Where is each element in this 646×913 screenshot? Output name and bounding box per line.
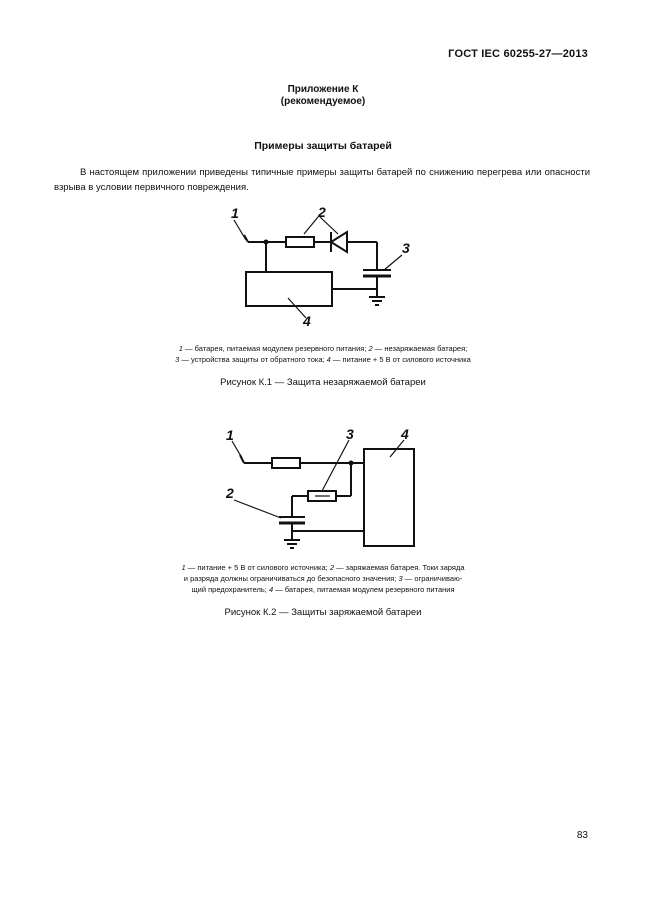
legend-text: и разряда должны ограничиваться до безопасного значения; [183, 574, 399, 583]
legend-text: — батарея, питаемая модулем резервного питания [273, 585, 455, 594]
fig2-leader-4 [390, 440, 404, 457]
legend-num: 4 [268, 585, 274, 594]
legend-line [120, 584, 526, 595]
figure-1-legend [100, 343, 546, 365]
fig1-leader-4 [288, 298, 306, 318]
fig2-input-terminal [240, 455, 244, 463]
fig1-leader-1 [234, 220, 246, 240]
figure-2-legend [120, 562, 526, 595]
fig2-resistor [272, 458, 300, 468]
figure-1-caption: Рисунок К.1 — Защита незаряжаемой батареи [220, 377, 426, 388]
fig1-label-2: 2 [318, 204, 326, 220]
legend-text: — ограничиваю- [402, 574, 463, 583]
legend-line [100, 354, 546, 365]
page-number: 83 [576, 830, 588, 841]
legend-text: — устройства защиты от обратного тока; [179, 355, 327, 364]
fig2-label-2: 2 [226, 485, 234, 501]
appendix-title: Приложение К [287, 84, 359, 95]
legend-text: — батарея, питаемая модулем резервного питания; [182, 344, 369, 353]
fig1-power-module-box [246, 272, 332, 306]
legend-num: 4 [326, 355, 331, 364]
fig1-leader-3 [384, 255, 402, 270]
fig2-junction [349, 461, 354, 466]
legend-num: 2 [329, 563, 334, 572]
legend-line [100, 343, 546, 354]
legend-line [120, 562, 526, 573]
intro-paragraph: В настоящем приложении приведены типичные примеры защиты батарей по снижению перегрева или опасности взрыва в условии первичного повреждения. [54, 167, 590, 193]
appendix-subtitle: (рекомендуемое) [280, 96, 366, 107]
fig1-leader-2a [304, 217, 318, 234]
legend-num: 1 [181, 563, 186, 572]
fig2-leader-2 [234, 500, 281, 518]
fig1-leader-2b [320, 217, 338, 234]
fig2-leader-1 [232, 441, 242, 458]
fig1-label-4: 4 [303, 313, 311, 329]
legend-num: 3 [175, 355, 180, 364]
fig2-leader-3 [322, 440, 349, 491]
fig1-junction [264, 240, 269, 245]
fig2-label-3: 3 [346, 426, 354, 442]
fig1-input-terminal [244, 235, 248, 242]
fig2-label-4: 4 [401, 426, 409, 442]
legend-text: — заряжаемая батарея. Токи заряда [333, 563, 465, 572]
fig1-label-3: 3 [402, 240, 410, 256]
legend-text: щий предохранитель; [191, 585, 269, 594]
figure-2-caption: Рисунок К.2 — Защиты заряжаемой батареи [224, 607, 422, 618]
fig2-label-1: 1 [226, 427, 234, 443]
section-title: Примеры защиты батарей [254, 140, 392, 152]
legend-text: — незаряжаемая батарея; [372, 344, 468, 353]
fig1-resistor [286, 237, 314, 247]
legend-num: 1 [178, 344, 183, 353]
legend-text: — питание + 5 В от силового источника [330, 355, 471, 364]
standard-number: ГОСТ IEC 60255-27—2013 [448, 48, 588, 60]
legend-num: 2 [368, 344, 373, 353]
fig2-power-module-box [364, 449, 414, 546]
legend-text: — питание + 5 В от силового источника; [185, 563, 330, 572]
fig2-fuse [308, 491, 336, 501]
fig1-diode-triangle [331, 232, 347, 252]
legend-num: 3 [398, 574, 403, 583]
fig1-label-1: 1 [231, 205, 239, 221]
legend-line [120, 573, 526, 584]
